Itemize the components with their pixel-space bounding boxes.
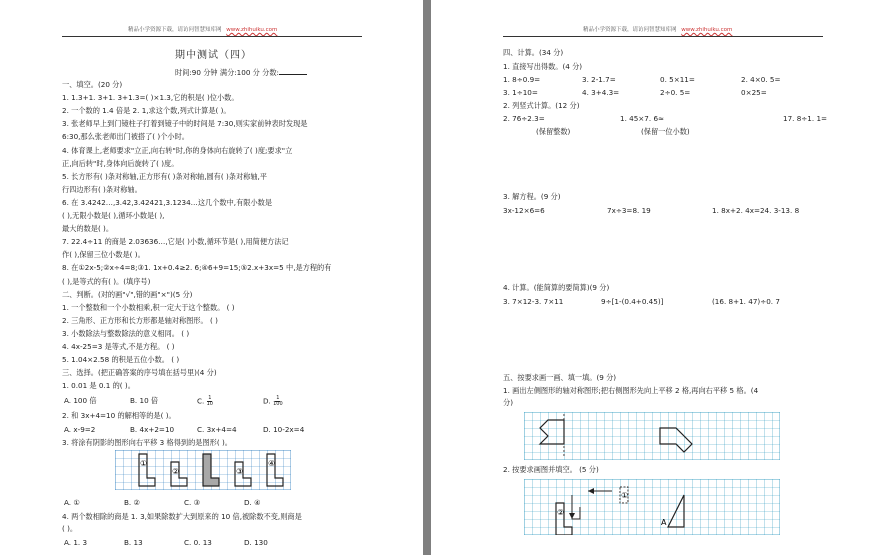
- question-line: 作( ),保留三位小数是( )。: [62, 250, 145, 260]
- q2-option-a: A. x-9=2: [64, 425, 96, 434]
- draw1-text: 1. 画出左侧图形的轴对称图形;把右侧图形先向上平移 2 格,再向右平移 5 格。(4: [503, 386, 759, 395]
- shape-label-1: ①: [140, 459, 148, 468]
- shape-label-3: ③: [236, 467, 244, 476]
- calc4-title: 4. 计算。(能简算的要简算)(9 分): [503, 283, 610, 292]
- calc2-note: (保留一位小数): [641, 127, 690, 136]
- header-text: [128, 25, 277, 33]
- calc2-title: 2. 列竖式计算。(12 分): [503, 101, 580, 110]
- calc4-item: (16. 8+1. 47)÷0. 7: [712, 297, 780, 306]
- q3-option-a: A. ①: [64, 498, 80, 507]
- question-line: 三、选择。(把正确答案的序号填在括号里)(4 分): [62, 368, 217, 378]
- calc3-item: 3x-12×6=6: [503, 206, 545, 215]
- q2-option-c: C. 3x+4=4: [197, 425, 237, 434]
- q4-option-d: D. 130: [244, 538, 268, 547]
- question-line: 一、填空。(20 分): [62, 80, 123, 89]
- frac-num: 1: [276, 395, 280, 401]
- q3-option-d: D. ④: [244, 498, 261, 507]
- calc4-item: 3. 7×12-3. 7×11: [503, 297, 564, 306]
- question-line: 行四边形有( )条对称轴。: [62, 184, 142, 194]
- question-line: 正,向后转"时,身体向后旋转了( )度。: [62, 158, 179, 168]
- right-page: [431, 0, 869, 555]
- question-line: ( ),无限小数是( ),循环小数是( ),: [62, 211, 165, 220]
- question-line: 二、判断。(对的画"√",错的画"×")(5 分): [62, 289, 193, 299]
- calc1-item: 1. 8÷0.9=: [503, 75, 541, 84]
- header-rule: [62, 36, 362, 37]
- question-line: 1. 0.01 是 0.1 的( )。: [62, 381, 135, 391]
- question-line: 5. 长方形有( )条对称轴,正方形有( )条对称轴,圆有( )条对称轴,平: [62, 171, 267, 181]
- q4-text: 4. 两个数相除的商是 1. 3,如果除数扩大到原来的 10 倍,被除数不变,则商是: [62, 512, 302, 521]
- calc1-item: 0. 5×11=: [660, 75, 695, 84]
- q1-option-b: B. 10 倍: [130, 396, 159, 405]
- calc1-item: 2. 4×0. 5=: [741, 75, 781, 84]
- shape-label-4: ④: [268, 459, 276, 468]
- grid-background: [524, 412, 780, 460]
- translation-grid: [115, 450, 291, 490]
- draw2-label-1: ①: [621, 491, 629, 500]
- calc3-item: 7x÷3=8. 19: [607, 206, 651, 215]
- calc3-item: 1. 8x+2. 4x=24. 3-13. 8: [712, 206, 800, 215]
- question-line: 6:30,那么张老师出门被搭了( )个小时。: [62, 132, 189, 142]
- q4-option-a: A. 1. 3: [64, 538, 88, 547]
- calc1-item: 0×25=: [741, 88, 767, 97]
- calc2-item: 2. 76÷2.3=: [503, 114, 545, 123]
- header-text-right: [583, 25, 732, 33]
- calc3-title: 3. 解方程。(9 分): [503, 192, 561, 201]
- question-line: 3. 小数除法与整数除法的意义相同。 ( ): [62, 328, 190, 338]
- question-line: 4. 4x-25=3 是等式,不是方程。 ( ): [62, 342, 175, 351]
- draw2-grid: [524, 479, 780, 535]
- calc1-item: 4. 3+4.3=: [582, 88, 620, 97]
- header-rule: [503, 36, 823, 37]
- calc2-item: 1. 45×7. 6≈: [620, 114, 665, 123]
- frac-den: 10: [206, 401, 213, 407]
- q1-option-d: [263, 396, 283, 407]
- draw1-grid: [524, 412, 780, 460]
- q4-option-c: C. 0. 13: [184, 538, 212, 547]
- question-line: 1. 1.3+1. 3+1. 3+1.3=( )×1.3,它的积是( )位小数。: [62, 93, 239, 103]
- frac-num: 1: [208, 395, 212, 401]
- question-line: ( ),是等式的有( )。(填序号): [62, 276, 151, 286]
- q2-text: 2. 和 3x+4=10 的解相等的是( )。: [62, 411, 176, 420]
- exam-meta: [175, 67, 307, 77]
- question-line: 7. 22.4÷11 的商是 2.03636…,它是( )小数,循环节是( ),用简便方法记: [62, 237, 289, 247]
- header-label: 精品小学资源下载，请访问智慧知库网: [128, 27, 222, 33]
- fraction-1-10: [207, 396, 213, 407]
- question-line: 2. 一个数的 1.4 倍是 2. 1,求这个数,列式计算是( )。: [62, 106, 231, 116]
- draw2-label-a: A: [661, 518, 667, 527]
- q3-option-b: B. ②: [124, 498, 140, 507]
- calc1-title: 1. 直接写出得数。(4 分): [503, 62, 583, 71]
- fraction-1-100: [273, 396, 283, 407]
- calc4-item: 9÷[1-(0.4+0.45)]: [601, 297, 664, 306]
- q2-option-d: D. 10-2x=4: [263, 425, 305, 434]
- exam-meta-text: 时间:90 分钟 满分:100 分 分数:: [175, 68, 279, 77]
- q1-option-a: A. 100 倍: [64, 396, 97, 405]
- calc1-item: 3. 1÷10=: [503, 88, 538, 97]
- q3-text: 3. 将涂有阴影的图形向右平移 3 格得到的是图形( )。: [62, 438, 232, 447]
- question-line: 8. 在①2x-5;②x÷4=8;③1. 1x+0.4≥2. 6;④6+9=15;⑤2.x+3x=5 中,是方程的有: [62, 263, 332, 273]
- draw2-text: 2. 按要求画图并填空。 (5 分): [503, 465, 599, 474]
- left-page: [0, 0, 423, 555]
- score-blank: [279, 67, 307, 75]
- calc2-item: 17. 8÷1. 1=: [783, 114, 828, 123]
- q1-option-c: [197, 396, 213, 407]
- draw1-text-2: 分): [503, 398, 513, 407]
- calc1-item: 3. 2-1.7=: [582, 75, 616, 84]
- header-site[interactable]: www.zhihuiku.com: [681, 27, 733, 33]
- q3-option-c: C. ③: [184, 498, 201, 507]
- calc1-item: 2÷0. 5=: [660, 88, 691, 97]
- section-5-title: 五、按要求画一画、填一填。(9 分): [503, 373, 617, 382]
- question-line: 1. 一个整数和一个小数相乘,积一定大于这个整数。 ( ): [62, 302, 235, 312]
- question-line: 4. 体育课上,老师要求"立正,向右转"时,你的身体向右旋转了( )度;要求"立: [62, 145, 293, 155]
- header-site[interactable]: www.zhihuiku.com: [226, 27, 278, 33]
- q4-text-2: ( )。: [62, 524, 78, 533]
- header-label: 精品小学资源下载，请访问智慧知库网: [583, 27, 677, 33]
- grid-background: [524, 479, 780, 535]
- section-4-title: 四、计算。(34 分): [503, 48, 564, 57]
- question-line: 最大的数是( )。: [62, 224, 114, 234]
- question-line: 5. 1.04×2.58 的积是五位小数。 ( ): [62, 355, 180, 365]
- frac-den: 100: [273, 401, 283, 407]
- calc2-note: (保留整数): [536, 127, 571, 136]
- q2-option-b: B. 4x+2=10: [130, 425, 175, 434]
- question-line: 3. 张老师早上到门镜柱子打着到镜子中的时间是 7:30,则实家前钟表时发现是: [62, 119, 308, 129]
- page-title: 期中测试（四）: [175, 50, 252, 61]
- q1-option-d-label: D.: [263, 396, 271, 406]
- question-line: 2. 三角形、正方形和长方形都是轴对称图形。 ( ): [62, 315, 218, 325]
- q1-option-c-label: C.: [197, 396, 205, 406]
- q4-option-b: B. 13: [124, 538, 143, 547]
- question-line: 6. 在 3.4242…,3.42,3.42421,3.1234…这几个数中,有限小数是: [62, 197, 273, 207]
- draw2-label-2: ②: [557, 508, 565, 517]
- shape-label-2: ②: [172, 467, 180, 476]
